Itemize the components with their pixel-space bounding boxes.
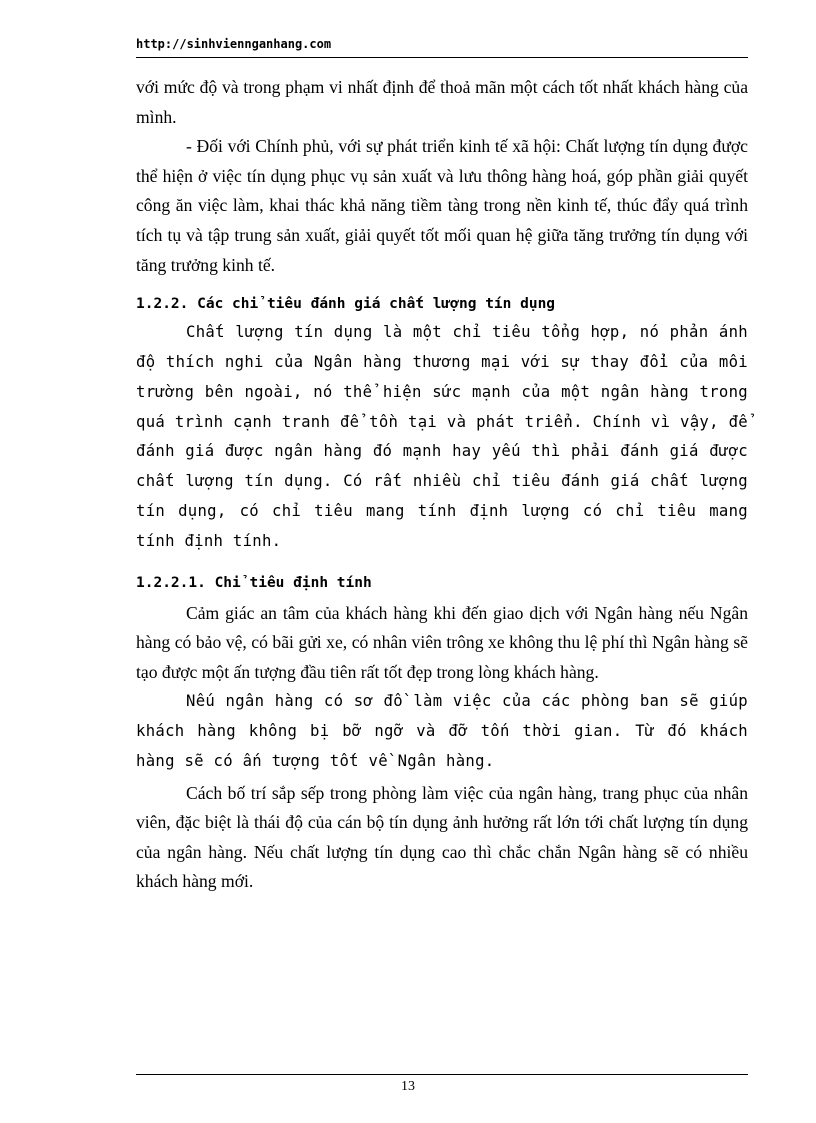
section-heading-1-2-2-1: 1.2.2.1. Chỉ tiêu định tính [136, 574, 372, 591]
footer-divider [136, 1074, 748, 1075]
paragraph-2: - Đối với Chính phủ, với sự phát triển kinh tế xã hội: Chất lượng tín dụng được thể hiện ở việc tín dụng phục vụ sản xuất và lưu thông hàng hoá, góp phần giải quyết công ăn việc làm, khai thác khả năng tiềm tàng trong nền kinh tế, thúc đẩy quá trình tích tụ và tập trung sản xuất, giải quyết tốt mối quan hệ giữa tăng trưởng tín dụng với tăng trưởng kinh tế. [136, 136, 748, 275]
paragraph-3: Chất lượng tín dụng là một chỉ tiêu tổng hợp, nó phản ánh độ thích nghi của Ngân hàng thương mại với sự thay đổi của môi trường bên ngoài, nó thể hiện sức mạnh của một ngân hàng trong quá trình cạnh tranh để tồn tại và phát triển. Chính vì vậy, để đánh giá được ngân hàng đó mạnh hay yếu thì phải đánh giá được chất lượng tín dụng. Có rất nhiều chỉ tiêu đánh giá chất lượng tín dụng, có chỉ tiêu mang tính định lượng có chỉ tiêu mang tính định tính. [136, 323, 748, 550]
section-heading-1-2-2: 1.2.2. Các chỉ tiêu đánh giá chất lượng tín dụng [136, 296, 556, 313]
page-number: 13 [401, 1079, 415, 1094]
paragraph-5: Nếu ngân hàng có sơ đồ làm việc của các phòng ban sẽ giúp khách hàng không bị bỡ ngỡ và đỡ tốn thời gian. Từ đó khách hàng sẽ có ấn tượng tốt về Ngân hàng. [136, 692, 748, 770]
paragraph-6: Cách bố trí sắp sếp trong phòng làm việc của ngân hàng, trang phục của nhân viên, đặc biệt là thái độ của cán bộ tín dụng ảnh hưởng rất lớn tới chất lượng tín dụng của ngân hàng. Nếu chất lượng tín dụng cao thì chắc chắn Ngân hàng sẽ có nhiều khách hàng mới. [136, 782, 748, 892]
header-divider [136, 57, 748, 58]
document-body [136, 73, 748, 897]
paragraph-1: với mức độ và trong phạm vi nhất định để thoả mãn một cách tốt nhất khách hàng của mình. [136, 77, 748, 127]
paragraph-4: Cảm giác an tâm của khách hàng khi đến giao dịch với Ngân hàng nếu Ngân hàng có bảo vệ, có bãi gửi xe, có nhân viên trông xe không thu lệ phí thì Ngân hàng sẽ tạo được một ấn tượng đầu tiên rất tốt đẹp trong lòng khách hàng. [136, 602, 748, 682]
header-url: http://sinhviennganhang.com [136, 37, 332, 51]
